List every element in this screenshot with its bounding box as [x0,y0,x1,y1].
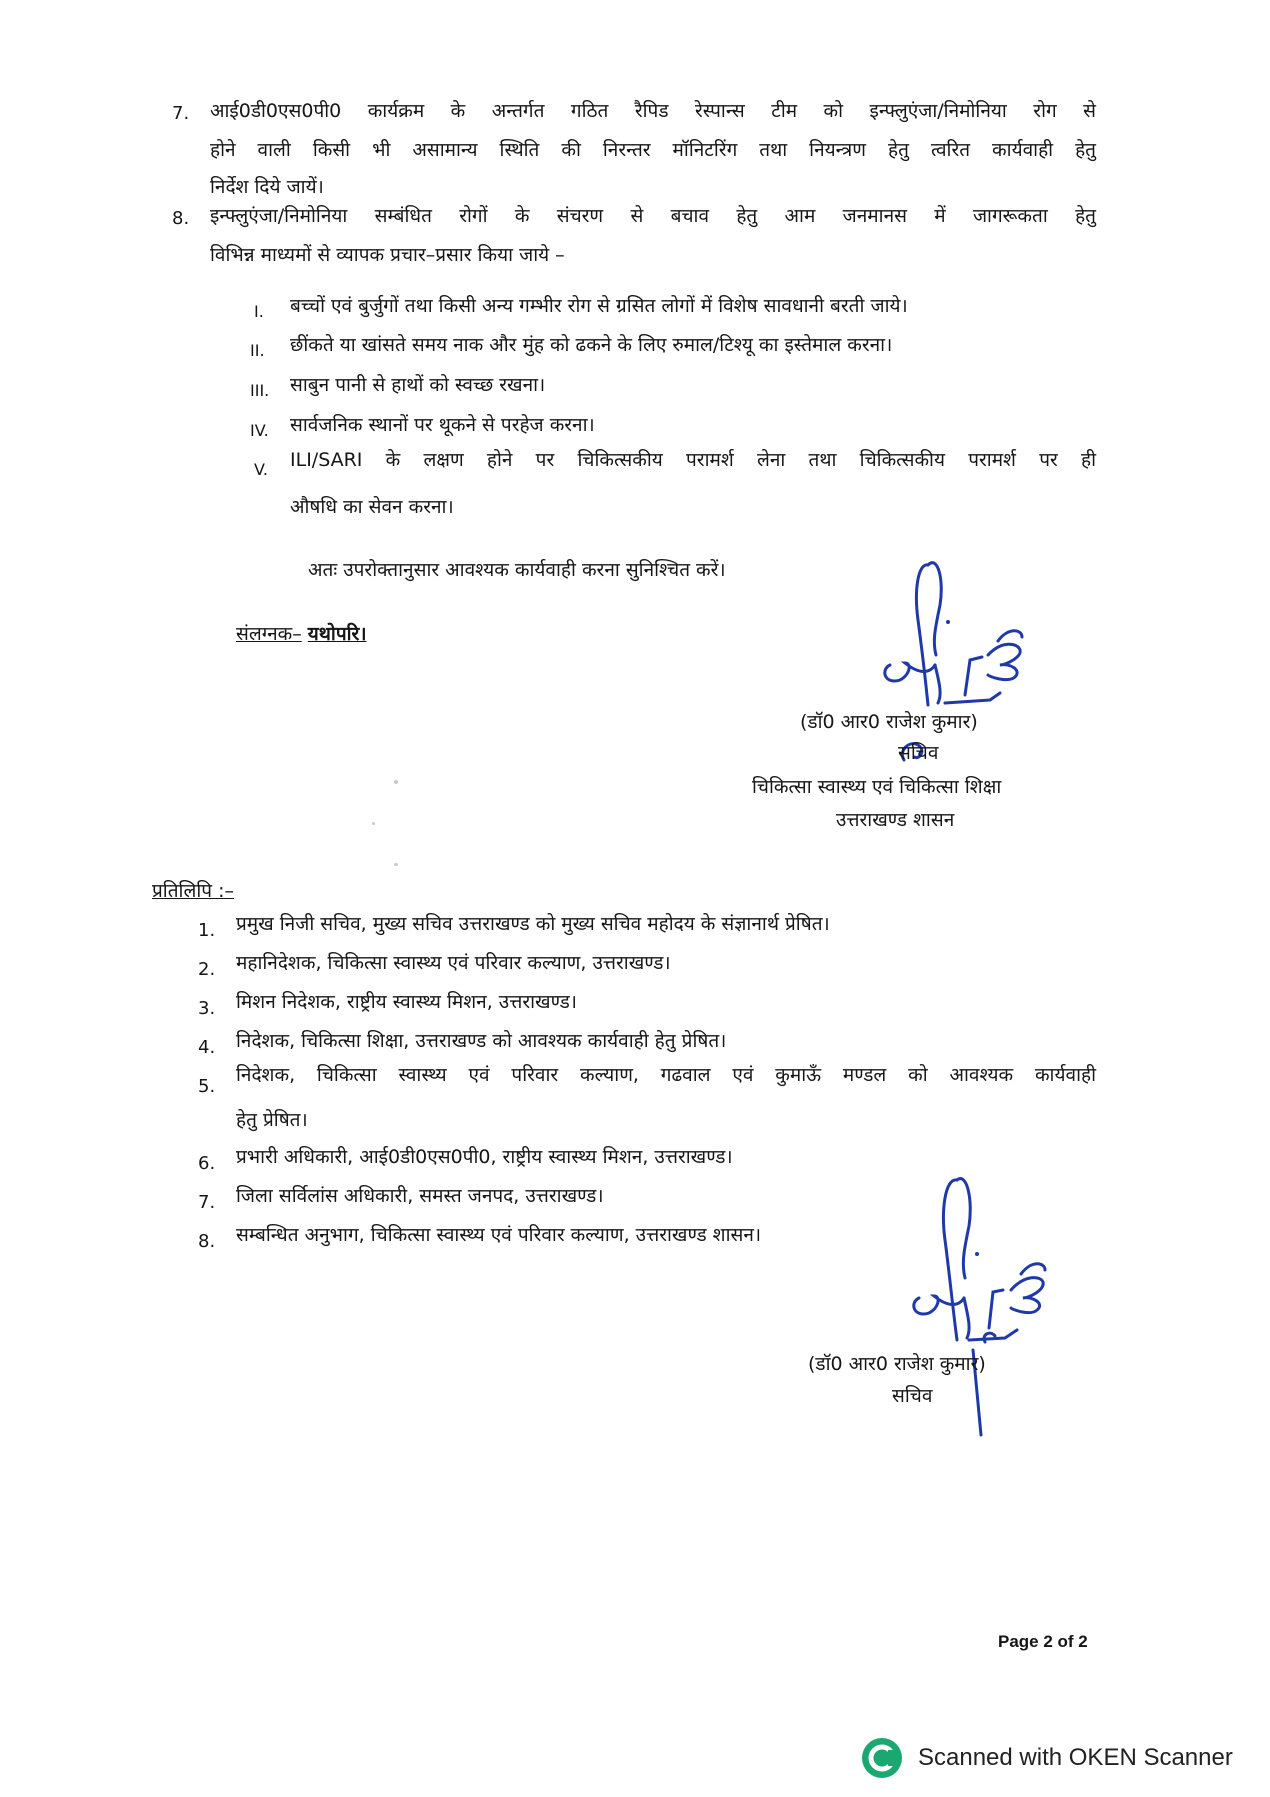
copy-item-5-line-1: निदेशक, चिकित्सा स्वास्थ्य एवं परिवार कल्याण, गढवाल एवं कुमाऊँ मण्डल को आवश्यक कार्यवाही [236,1064,1096,1086]
subpoint-2-text: छींकते या खांसते समय नाक और मुंह को ढकने के लिए रुमाल/टिश्यू का इस्तेमाल करना। [290,334,893,356]
copy-item-5-number: 5. [198,1076,216,1097]
page-number: Page 2 of 2 [998,1632,1088,1651]
scan-speck [372,822,375,825]
copy-item-7-text: जिला सर्विलांस अधिकारी, समस्त जनपद, उत्तराखण्ड। [236,1185,604,1207]
enclosure-value: यथोपरि। [307,623,367,645]
scanner-watermark [860,1736,1233,1780]
point-7-line-2: होने वाली किसी भी असामान्य स्थिति की निरन्तर मॉनिटरिंग तथा नियन्त्रण हेतु त्वरित कार्यवाही हेतु [210,139,1096,161]
copy-item-1-number: 1. [198,920,216,941]
subpoint-3-number: III. [250,381,270,400]
subpoint-5-line-1: ILI/SARI के लक्षण होने पर चिकित्सकीय परामर्श लेना तथा चिकित्सकीय परामर्श पर ही [290,449,1096,471]
subpoint-3-text: साबुन पानी से हाथों को स्वच्छ रखना। [290,374,546,396]
copy-item-2-number: 2. [198,959,216,980]
point-7-line-3: निर्देश दिये जायें। [210,176,324,198]
scan-speck [394,780,398,784]
enclosure-label: संलग्नक– [236,623,302,645]
copy-item-6-number: 6. [198,1153,216,1174]
signature-1-department: चिकित्सा स्वास्थ्य एवं चिकित्सा शिक्षा [752,776,1002,798]
copy-item-7-number: 7. [198,1192,216,1213]
copy-item-8-text: सम्बन्धित अनुभाग, चिकित्सा स्वास्थ्य एवं परिवार कल्याण, उत्तराखण्ड शासन। [236,1224,762,1246]
subpoint-4-text: सार्वजनिक स्थानों पर थूकने से परहेज करना। [290,414,595,436]
copy-heading [152,877,234,903]
signature-1-government: उत्तराखण्ड शासन [836,809,955,831]
subpoint-2-number: II. [250,341,265,360]
point-8-number: 8. [172,208,190,229]
copy-item-5-line-2: हेतु प्रेषित। [236,1109,308,1131]
copy-item-6-text: प्रभारी अधिकारी, आई0डी0एस0पी0, राष्ट्रीय स्वास्थ्य मिशन, उत्तराखण्ड। [236,1146,733,1168]
subpoint-4-number: IV. [250,421,269,440]
point-7-number: 7. [172,103,190,124]
copy-item-2-text: महानिदेशक, चिकित्सा स्वास्थ्य एवं परिवार कल्याण, उत्तराखण्ड। [236,952,671,974]
copy-item-4-number: 4. [198,1037,216,1058]
subpoint-5-number: V. [254,460,268,479]
closing-statement: अतः उपरोक्तानुसार आवश्यक कार्यवाही करना सुनिश्चित करें। [308,559,726,581]
subpoint-1-text: बच्चों एवं बुर्जुगों तथा किसी अन्य गम्भीर रोग से ग्रसित लोगों में विशेष सावधानी बरती जाये। [290,295,908,317]
copy-item-3-number: 3. [198,998,216,1019]
signature-1-designation: सचिव [898,742,939,764]
subpoint-1-number: I. [254,302,264,321]
signature-1-name: (डॉ0 आर0 राजेश कुमार) [800,711,978,733]
scanner-watermark-text: Scanned with OKEN Scanner [918,1744,1233,1771]
point-8-line-2: विभिन्न माध्यमों से व्यापक प्रचार–प्रसार किया जाये – [210,244,565,266]
scan-speck [394,863,398,866]
subpoint-5-line-2: औषधि का सेवन करना। [290,496,454,518]
point-7-line-1: आई0डी0एस0पी0 कार्यक्रम के अन्तर्गत गठित रैपिड रेस्पान्स टीम को इन्फ्लुएंजा/निमोनिया रोग से [210,100,1096,122]
signature-2-name: (डॉ0 आर0 राजेश कुमार) [808,1353,986,1375]
copy-item-4-text: निदेशक, चिकित्सा शिक्षा, उत्तराखण्ड को आवश्यक कार्यवाही हेतु प्रेषित। [236,1030,727,1052]
copy-item-1-text: प्रमुख निजी सचिव, मुख्य सचिव उत्तराखण्ड को मुख्य सचिव महोदय के संज्ञानार्थ प्रेषित। [236,913,830,935]
point-8-line-1: इन्फ्लुएंजा/निमोनिया सम्बंधित रोगों के संचरण से बचाव हेतु आम जनमानस में जागरूकता हेतु [210,205,1096,227]
enclosure [236,620,367,646]
copy-item-8-number: 8. [198,1231,216,1252]
scanner-logo-icon [860,1736,904,1780]
copy-heading-text: प्रतिलिपि :– [152,880,235,902]
signature-2-designation: सचिव [892,1385,933,1407]
copy-item-3-text: मिशन निदेशक, राष्ट्रीय स्वास्थ्य मिशन, उत्तराखण्ड। [236,991,577,1013]
